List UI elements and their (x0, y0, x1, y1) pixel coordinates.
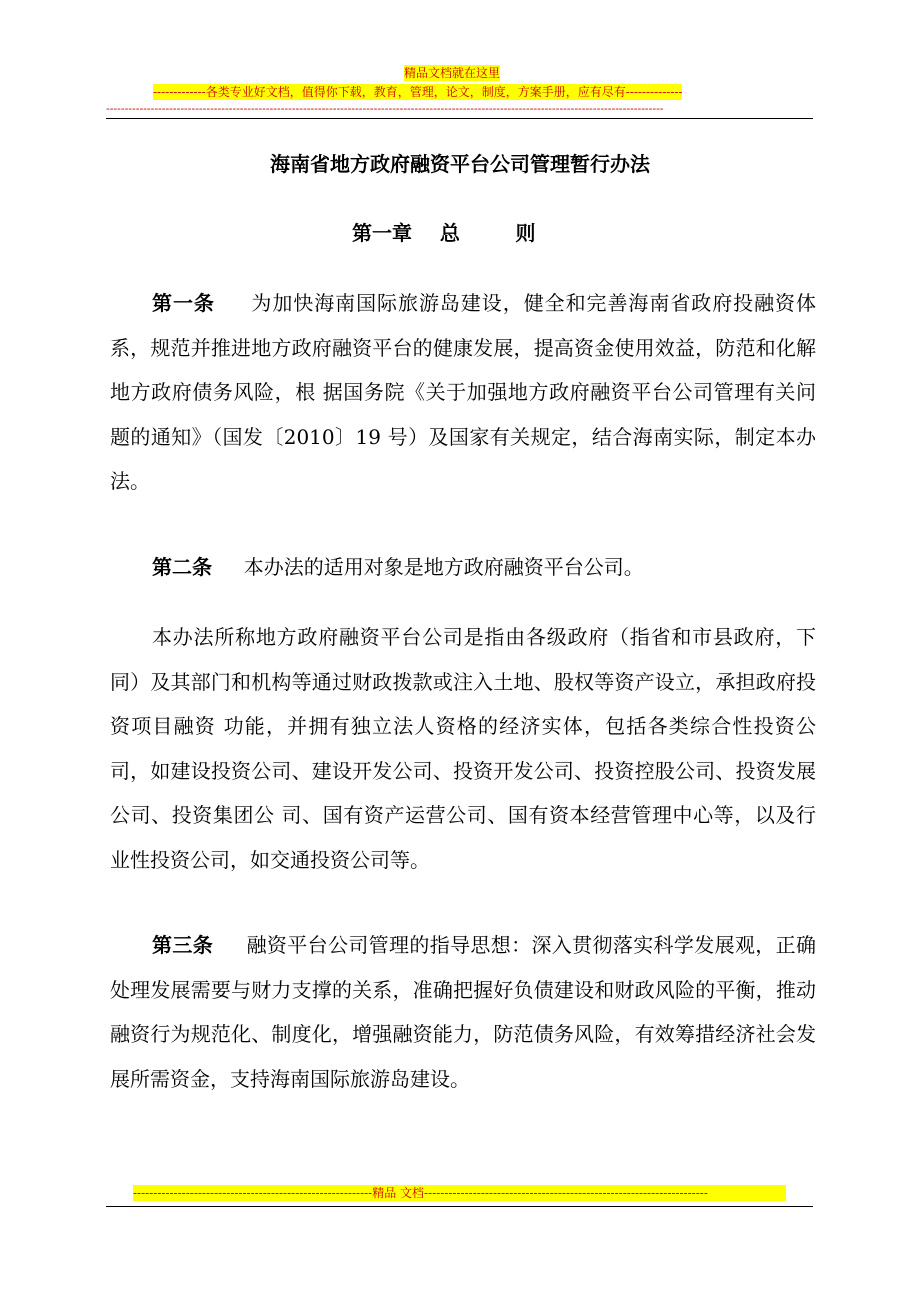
article-label: 第二条 (152, 555, 212, 579)
article-paragraph (110, 545, 816, 590)
article-label: 第三条 (152, 933, 214, 957)
header-subtitle-banner: -------------各类专业好文档，值得你下载，教育，管理，论文，制度，方案手册，应有尽有-------------- (153, 85, 683, 99)
header-top-banner: 精品文档就在这里 (404, 66, 501, 80)
article-paragraph (110, 923, 816, 1101)
article-text: 为加快海南国际旅游岛建设，健全和完善海南省政府投融资体系，规范并推进地方政府融资平台的健康发展，提高资金使用效益，防范和化解地方政府债务风险，根 据国务院《关于加强地方政府融资平台公司管理有关问题的通知》（国发〔2010〕19 号）及国家有关规定，结合海南实际，制定本办法。 (110, 291, 817, 493)
article-paragraph (110, 281, 816, 504)
document-title: 海南省地方政府融资平台公司管理暂行办法 (270, 152, 650, 176)
footer-banner: -----------------------------------------------------------精品 文档---------------------------------------------------------------------- (133, 1185, 786, 1201)
footer-rule (106, 1206, 813, 1207)
article-text: 本办法的适用对象是地方政府融资平台公司。 (243, 555, 644, 579)
header-rule (106, 118, 813, 119)
body-paragraph (110, 615, 816, 882)
paragraph-text: 本办法所称地方政府融资平台公司是指由各级政府（指省和市县政府，下同）及其部门和机构等通过财政拨款或注入土地、股权等资产设立，承担政府投资项目融资 功能，并拥有独立法人资格的经济实体，包括各类综合性投资公司，如建设投资公司、建设开发公司、投资开发公司、投资控股公司、投资发展公司、投资集团公 司、国有资产运营公司、国有资本经营管理中心等，以及行业性投资公司，如交通投资公司等。 (110, 625, 816, 872)
header-dashed-line: ------------------------------------------------------------------------------------------------------------------------------------------------------ (106, 103, 664, 115)
chapter-heading: 第一章 总 则 (352, 221, 536, 245)
article-label: 第一条 (152, 291, 215, 315)
article-text: 融资平台公司管理的指导思想：深入贯彻落实科学发展观，正确处理发展需要与财力支撑的关系，准确把握好负债建设和财政风险的平衡，推动融资行为规范化、制度化，增强融资能力，防范债务风险，有效筹措经济社会发展所需资金，支持海南国际旅游岛建设。 (110, 933, 816, 1091)
